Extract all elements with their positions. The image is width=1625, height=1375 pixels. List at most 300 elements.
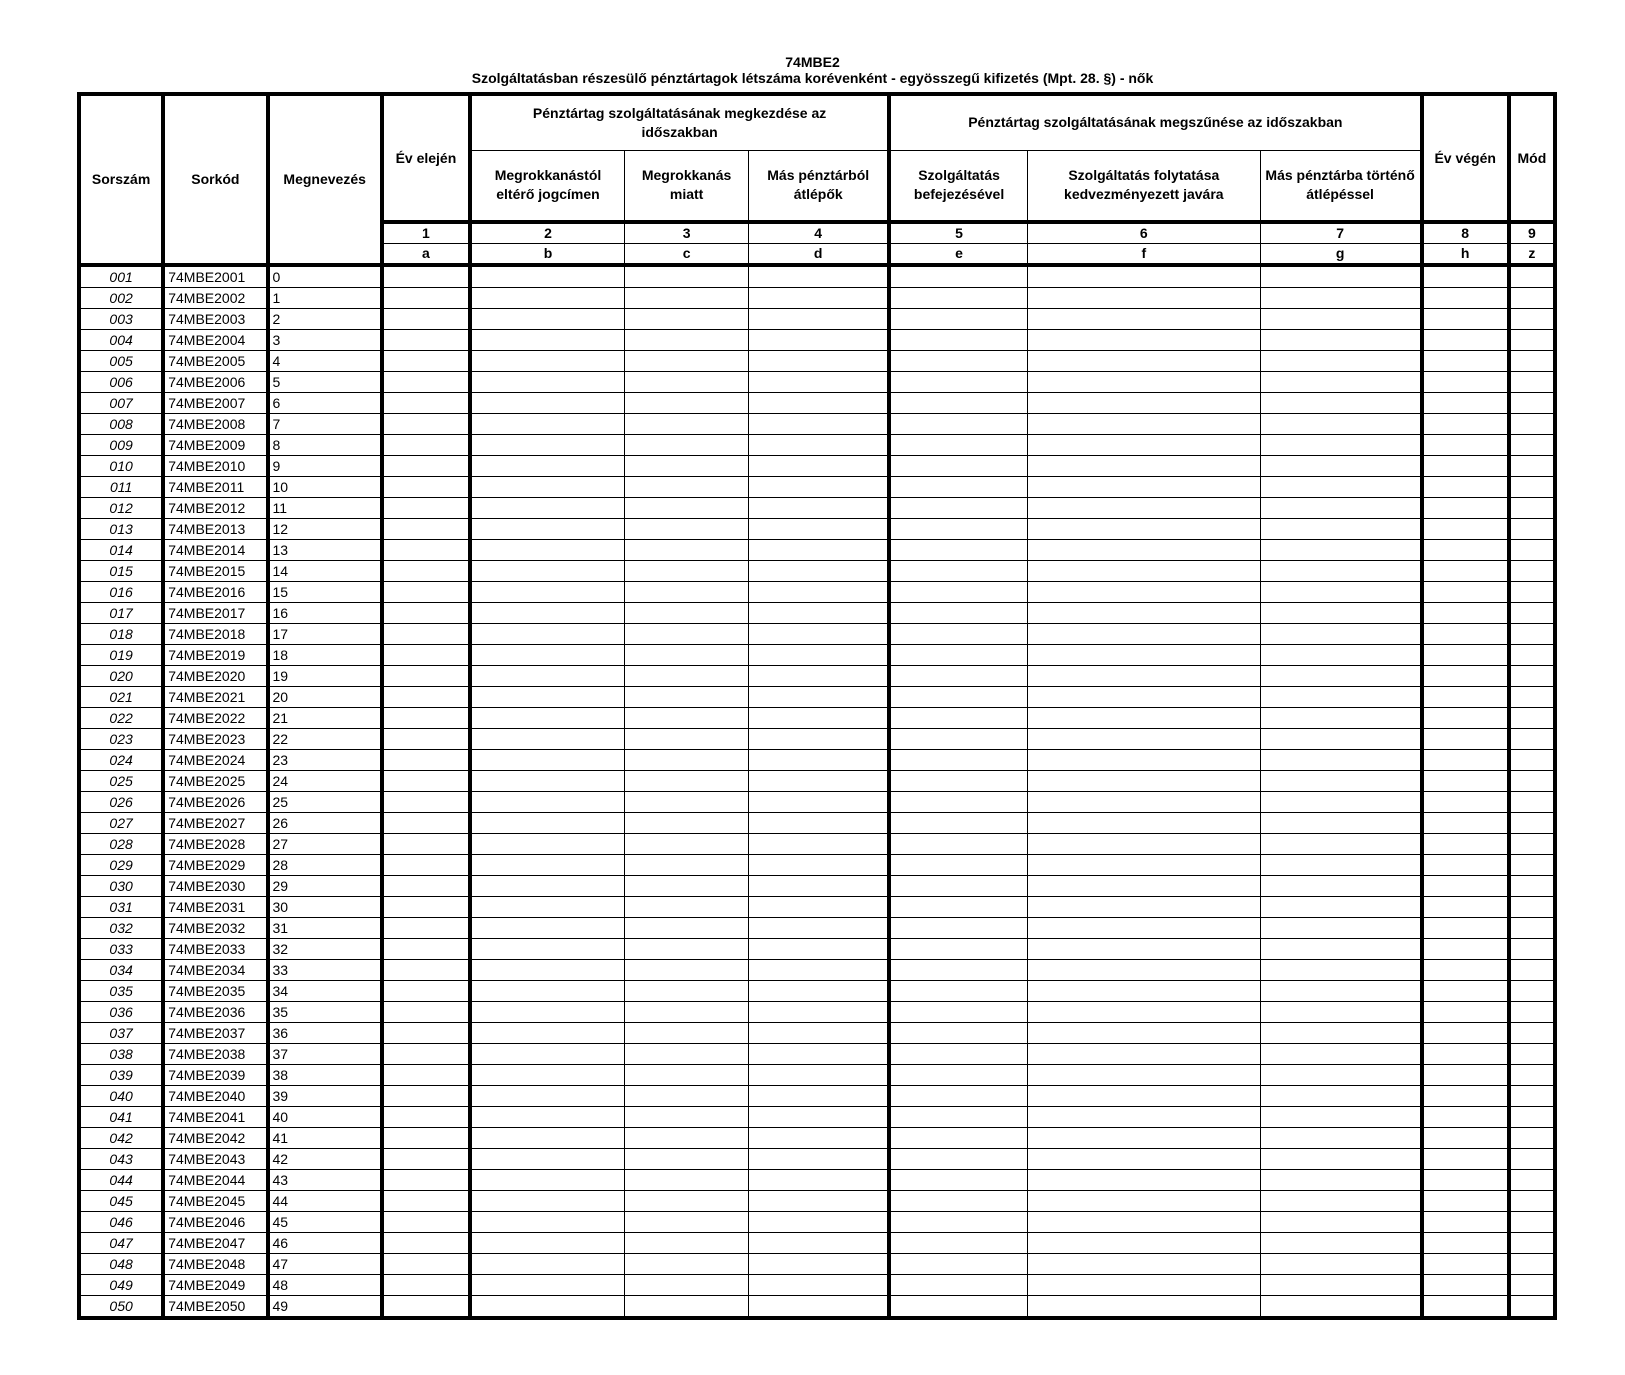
megrokkanas-miatt-cell[interactable] (624, 330, 748, 351)
mas-penztarbol-cell[interactable] (749, 414, 889, 435)
megrokkanastol-cell[interactable] (470, 540, 624, 561)
szolg-befejezes-cell[interactable] (889, 1002, 1027, 1023)
szolg-befejezes-cell[interactable] (889, 1044, 1027, 1065)
szolg-befejezes-cell[interactable] (889, 351, 1027, 372)
mas-penztarba-cell[interactable] (1260, 372, 1421, 393)
szolg-befejezes-cell[interactable] (889, 771, 1027, 792)
ev-vegen-cell[interactable] (1422, 834, 1509, 855)
mas-penztarbol-cell[interactable] (749, 309, 889, 330)
ev-elejen-cell[interactable] (382, 435, 470, 456)
mas-penztarba-cell[interactable] (1260, 1233, 1421, 1254)
ev-elejen-cell[interactable] (382, 624, 470, 645)
ev-elejen-cell[interactable] (382, 960, 470, 981)
mas-penztarbol-cell[interactable] (749, 477, 889, 498)
ev-elejen-cell[interactable] (382, 918, 470, 939)
ev-vegen-cell[interactable] (1422, 729, 1509, 750)
ev-vegen-cell[interactable] (1422, 918, 1509, 939)
megrokkanastol-cell[interactable] (470, 729, 624, 750)
ev-vegen-cell[interactable] (1422, 1044, 1509, 1065)
megrokkanastol-cell[interactable] (470, 1149, 624, 1170)
mas-penztarbol-cell[interactable] (749, 792, 889, 813)
szolg-befejezes-cell[interactable] (889, 792, 1027, 813)
ev-elejen-cell[interactable] (382, 708, 470, 729)
mas-penztarba-cell[interactable] (1260, 498, 1421, 519)
mas-penztarba-cell[interactable] (1260, 330, 1421, 351)
mas-penztarbol-cell[interactable] (749, 855, 889, 876)
mas-penztarbol-cell[interactable] (749, 561, 889, 582)
mas-penztarbol-cell[interactable] (749, 1212, 889, 1233)
megrokkanas-miatt-cell[interactable] (624, 729, 748, 750)
ev-vegen-cell[interactable] (1422, 624, 1509, 645)
mas-penztarba-cell[interactable] (1260, 708, 1421, 729)
szolg-folytatasa-cell[interactable] (1028, 855, 1261, 876)
megrokkanas-miatt-cell[interactable] (624, 519, 748, 540)
mas-penztarba-cell[interactable] (1260, 561, 1421, 582)
szolg-folytatasa-cell[interactable] (1028, 1086, 1261, 1107)
mod-cell[interactable] (1509, 1149, 1555, 1170)
megrokkanas-miatt-cell[interactable] (624, 540, 748, 561)
mas-penztarba-cell[interactable] (1260, 729, 1421, 750)
szolg-befejezes-cell[interactable] (889, 1170, 1027, 1191)
ev-elejen-cell[interactable] (382, 771, 470, 792)
ev-vegen-cell[interactable] (1422, 498, 1509, 519)
ev-vegen-cell[interactable] (1422, 1275, 1509, 1296)
szolg-befejezes-cell[interactable] (889, 897, 1027, 918)
megrokkanas-miatt-cell[interactable] (624, 792, 748, 813)
szolg-befejezes-cell[interactable] (889, 582, 1027, 603)
megrokkanastol-cell[interactable] (470, 1107, 624, 1128)
ev-vegen-cell[interactable] (1422, 1233, 1509, 1254)
mod-cell[interactable] (1509, 813, 1555, 834)
ev-elejen-cell[interactable] (382, 265, 470, 288)
szolg-befejezes-cell[interactable] (889, 960, 1027, 981)
megrokkanas-miatt-cell[interactable] (624, 939, 748, 960)
mod-cell[interactable] (1509, 1065, 1555, 1086)
mod-cell[interactable] (1509, 1254, 1555, 1275)
mod-cell[interactable] (1509, 792, 1555, 813)
ev-elejen-cell[interactable] (382, 456, 470, 477)
ev-vegen-cell[interactable] (1422, 1086, 1509, 1107)
mas-penztarbol-cell[interactable] (749, 876, 889, 897)
szolg-befejezes-cell[interactable] (889, 603, 1027, 624)
mas-penztarbol-cell[interactable] (749, 750, 889, 771)
megrokkanas-miatt-cell[interactable] (624, 1191, 748, 1212)
mod-cell[interactable] (1509, 330, 1555, 351)
szolg-befejezes-cell[interactable] (889, 519, 1027, 540)
szolg-folytatasa-cell[interactable] (1028, 1002, 1261, 1023)
szolg-befejezes-cell[interactable] (889, 1212, 1027, 1233)
mod-cell[interactable] (1509, 498, 1555, 519)
szolg-folytatasa-cell[interactable] (1028, 918, 1261, 939)
ev-vegen-cell[interactable] (1422, 897, 1509, 918)
szolg-folytatasa-cell[interactable] (1028, 729, 1261, 750)
szolg-befejezes-cell[interactable] (889, 1149, 1027, 1170)
szolg-befejezes-cell[interactable] (889, 981, 1027, 1002)
mod-cell[interactable] (1509, 351, 1555, 372)
mas-penztarbol-cell[interactable] (749, 939, 889, 960)
mod-cell[interactable] (1509, 729, 1555, 750)
szolg-folytatasa-cell[interactable] (1028, 1128, 1261, 1149)
mod-cell[interactable] (1509, 265, 1555, 288)
ev-elejen-cell[interactable] (382, 666, 470, 687)
szolg-folytatasa-cell[interactable] (1028, 1107, 1261, 1128)
megrokkanas-miatt-cell[interactable] (624, 918, 748, 939)
ev-vegen-cell[interactable] (1422, 981, 1509, 1002)
megrokkanas-miatt-cell[interactable] (624, 666, 748, 687)
szolg-befejezes-cell[interactable] (889, 414, 1027, 435)
mas-penztarbol-cell[interactable] (749, 603, 889, 624)
mas-penztarba-cell[interactable] (1260, 792, 1421, 813)
szolg-folytatasa-cell[interactable] (1028, 939, 1261, 960)
szolg-befejezes-cell[interactable] (889, 1065, 1027, 1086)
mas-penztarbol-cell[interactable] (749, 1233, 889, 1254)
megrokkanas-miatt-cell[interactable] (624, 771, 748, 792)
ev-vegen-cell[interactable] (1422, 519, 1509, 540)
megrokkanas-miatt-cell[interactable] (624, 750, 748, 771)
ev-elejen-cell[interactable] (382, 330, 470, 351)
mod-cell[interactable] (1509, 1023, 1555, 1044)
ev-elejen-cell[interactable] (382, 1296, 470, 1319)
mod-cell[interactable] (1509, 561, 1555, 582)
ev-vegen-cell[interactable] (1422, 330, 1509, 351)
ev-vegen-cell[interactable] (1422, 771, 1509, 792)
megrokkanas-miatt-cell[interactable] (624, 561, 748, 582)
megrokkanas-miatt-cell[interactable] (624, 834, 748, 855)
mod-cell[interactable] (1509, 876, 1555, 897)
megrokkanas-miatt-cell[interactable] (624, 1275, 748, 1296)
szolg-folytatasa-cell[interactable] (1028, 876, 1261, 897)
mas-penztarbol-cell[interactable] (749, 582, 889, 603)
mas-penztarbol-cell[interactable] (749, 288, 889, 309)
ev-elejen-cell[interactable] (382, 1254, 470, 1275)
szolg-folytatasa-cell[interactable] (1028, 1170, 1261, 1191)
megrokkanastol-cell[interactable] (470, 288, 624, 309)
megrokkanastol-cell[interactable] (470, 960, 624, 981)
szolg-folytatasa-cell[interactable] (1028, 1023, 1261, 1044)
mas-penztarbol-cell[interactable] (749, 981, 889, 1002)
ev-elejen-cell[interactable] (382, 372, 470, 393)
ev-vegen-cell[interactable] (1422, 477, 1509, 498)
szolg-befejezes-cell[interactable] (889, 729, 1027, 750)
mas-penztarbol-cell[interactable] (749, 1044, 889, 1065)
megrokkanastol-cell[interactable] (470, 1128, 624, 1149)
mod-cell[interactable] (1509, 1086, 1555, 1107)
ev-elejen-cell[interactable] (382, 393, 470, 414)
szolg-befejezes-cell[interactable] (889, 1107, 1027, 1128)
mas-penztarba-cell[interactable] (1260, 981, 1421, 1002)
szolg-befejezes-cell[interactable] (889, 624, 1027, 645)
mas-penztarba-cell[interactable] (1260, 666, 1421, 687)
ev-elejen-cell[interactable] (382, 1065, 470, 1086)
szolg-befejezes-cell[interactable] (889, 918, 1027, 939)
mas-penztarba-cell[interactable] (1260, 540, 1421, 561)
szolg-befejezes-cell[interactable] (889, 813, 1027, 834)
megrokkanastol-cell[interactable] (470, 897, 624, 918)
mas-penztarbol-cell[interactable] (749, 1107, 889, 1128)
szolg-folytatasa-cell[interactable] (1028, 1149, 1261, 1170)
mas-penztarba-cell[interactable] (1260, 435, 1421, 456)
ev-elejen-cell[interactable] (382, 540, 470, 561)
mas-penztarba-cell[interactable] (1260, 771, 1421, 792)
megrokkanas-miatt-cell[interactable] (624, 855, 748, 876)
mas-penztarba-cell[interactable] (1260, 855, 1421, 876)
ev-elejen-cell[interactable] (382, 855, 470, 876)
mod-cell[interactable] (1509, 981, 1555, 1002)
megrokkanas-miatt-cell[interactable] (624, 1002, 748, 1023)
mas-penztarbol-cell[interactable] (749, 498, 889, 519)
mod-cell[interactable] (1509, 939, 1555, 960)
megrokkanas-miatt-cell[interactable] (624, 393, 748, 414)
ev-vegen-cell[interactable] (1422, 351, 1509, 372)
ev-elejen-cell[interactable] (382, 309, 470, 330)
megrokkanastol-cell[interactable] (470, 1170, 624, 1191)
megrokkanas-miatt-cell[interactable] (624, 456, 748, 477)
szolg-befejezes-cell[interactable] (889, 1233, 1027, 1254)
mas-penztarba-cell[interactable] (1260, 834, 1421, 855)
ev-vegen-cell[interactable] (1422, 265, 1509, 288)
szolg-befejezes-cell[interactable] (889, 1086, 1027, 1107)
mas-penztarbol-cell[interactable] (749, 813, 889, 834)
megrokkanastol-cell[interactable] (470, 582, 624, 603)
mas-penztarbol-cell[interactable] (749, 372, 889, 393)
mod-cell[interactable] (1509, 624, 1555, 645)
szolg-folytatasa-cell[interactable] (1028, 582, 1261, 603)
megrokkanastol-cell[interactable] (470, 393, 624, 414)
mod-cell[interactable] (1509, 372, 1555, 393)
mas-penztarbol-cell[interactable] (749, 1002, 889, 1023)
szolg-folytatasa-cell[interactable] (1028, 288, 1261, 309)
megrokkanas-miatt-cell[interactable] (624, 372, 748, 393)
megrokkanas-miatt-cell[interactable] (624, 351, 748, 372)
megrokkanas-miatt-cell[interactable] (624, 1212, 748, 1233)
ev-vegen-cell[interactable] (1422, 1149, 1509, 1170)
megrokkanastol-cell[interactable] (470, 456, 624, 477)
ev-elejen-cell[interactable] (382, 1275, 470, 1296)
mas-penztarba-cell[interactable] (1260, 1107, 1421, 1128)
mod-cell[interactable] (1509, 582, 1555, 603)
mas-penztarbol-cell[interactable] (749, 666, 889, 687)
ev-elejen-cell[interactable] (382, 1044, 470, 1065)
megrokkanastol-cell[interactable] (470, 624, 624, 645)
megrokkanas-miatt-cell[interactable] (624, 624, 748, 645)
mas-penztarbol-cell[interactable] (749, 1170, 889, 1191)
szolg-folytatasa-cell[interactable] (1028, 372, 1261, 393)
mod-cell[interactable] (1509, 687, 1555, 708)
mas-penztarbol-cell[interactable] (749, 330, 889, 351)
ev-vegen-cell[interactable] (1422, 414, 1509, 435)
mod-cell[interactable] (1509, 1044, 1555, 1065)
szolg-befejezes-cell[interactable] (889, 372, 1027, 393)
mod-cell[interactable] (1509, 834, 1555, 855)
mod-cell[interactable] (1509, 1002, 1555, 1023)
mas-penztarba-cell[interactable] (1260, 603, 1421, 624)
megrokkanas-miatt-cell[interactable] (624, 1065, 748, 1086)
ev-vegen-cell[interactable] (1422, 666, 1509, 687)
ev-vegen-cell[interactable] (1422, 1107, 1509, 1128)
szolg-folytatasa-cell[interactable] (1028, 540, 1261, 561)
szolg-folytatasa-cell[interactable] (1028, 1275, 1261, 1296)
megrokkanastol-cell[interactable] (470, 372, 624, 393)
szolg-befejezes-cell[interactable] (889, 687, 1027, 708)
mas-penztarba-cell[interactable] (1260, 960, 1421, 981)
szolg-folytatasa-cell[interactable] (1028, 351, 1261, 372)
mas-penztarba-cell[interactable] (1260, 939, 1421, 960)
ev-vegen-cell[interactable] (1422, 561, 1509, 582)
mas-penztarbol-cell[interactable] (749, 708, 889, 729)
szolg-befejezes-cell[interactable] (889, 666, 1027, 687)
ev-elejen-cell[interactable] (382, 1128, 470, 1149)
szolg-befejezes-cell[interactable] (889, 393, 1027, 414)
megrokkanastol-cell[interactable] (470, 309, 624, 330)
mod-cell[interactable] (1509, 603, 1555, 624)
ev-elejen-cell[interactable] (382, 834, 470, 855)
mas-penztarba-cell[interactable] (1260, 265, 1421, 288)
mas-penztarba-cell[interactable] (1260, 1128, 1421, 1149)
szolg-befejezes-cell[interactable] (889, 750, 1027, 771)
szolg-folytatasa-cell[interactable] (1028, 561, 1261, 582)
ev-elejen-cell[interactable] (382, 645, 470, 666)
megrokkanas-miatt-cell[interactable] (624, 813, 748, 834)
mas-penztarbol-cell[interactable] (749, 624, 889, 645)
mas-penztarba-cell[interactable] (1260, 687, 1421, 708)
megrokkanastol-cell[interactable] (470, 1254, 624, 1275)
mas-penztarbol-cell[interactable] (749, 729, 889, 750)
ev-vegen-cell[interactable] (1422, 855, 1509, 876)
megrokkanastol-cell[interactable] (470, 687, 624, 708)
ev-elejen-cell[interactable] (382, 813, 470, 834)
szolg-folytatasa-cell[interactable] (1028, 1191, 1261, 1212)
szolg-befejezes-cell[interactable] (889, 939, 1027, 960)
megrokkanastol-cell[interactable] (470, 708, 624, 729)
ev-vegen-cell[interactable] (1422, 813, 1509, 834)
ev-elejen-cell[interactable] (382, 1191, 470, 1212)
mas-penztarbol-cell[interactable] (749, 687, 889, 708)
ev-vegen-cell[interactable] (1422, 876, 1509, 897)
ev-vegen-cell[interactable] (1422, 435, 1509, 456)
mod-cell[interactable] (1509, 855, 1555, 876)
mas-penztarba-cell[interactable] (1260, 1086, 1421, 1107)
mas-penztarba-cell[interactable] (1260, 918, 1421, 939)
ev-vegen-cell[interactable] (1422, 960, 1509, 981)
szolg-befejezes-cell[interactable] (889, 1254, 1027, 1275)
ev-vegen-cell[interactable] (1422, 687, 1509, 708)
ev-elejen-cell[interactable] (382, 1002, 470, 1023)
szolg-folytatasa-cell[interactable] (1028, 414, 1261, 435)
szolg-folytatasa-cell[interactable] (1028, 981, 1261, 1002)
megrokkanastol-cell[interactable] (470, 1065, 624, 1086)
ev-elejen-cell[interactable] (382, 519, 470, 540)
mod-cell[interactable] (1509, 1296, 1555, 1319)
megrokkanastol-cell[interactable] (470, 771, 624, 792)
szolg-befejezes-cell[interactable] (889, 477, 1027, 498)
mas-penztarba-cell[interactable] (1260, 624, 1421, 645)
megrokkanastol-cell[interactable] (470, 1023, 624, 1044)
megrokkanastol-cell[interactable] (470, 666, 624, 687)
mas-penztarba-cell[interactable] (1260, 1275, 1421, 1296)
ev-elejen-cell[interactable] (382, 1086, 470, 1107)
megrokkanas-miatt-cell[interactable] (624, 414, 748, 435)
ev-vegen-cell[interactable] (1422, 1023, 1509, 1044)
mas-penztarba-cell[interactable] (1260, 1023, 1421, 1044)
szolg-folytatasa-cell[interactable] (1028, 435, 1261, 456)
megrokkanas-miatt-cell[interactable] (624, 435, 748, 456)
megrokkanas-miatt-cell[interactable] (624, 876, 748, 897)
ev-elejen-cell[interactable] (382, 1212, 470, 1233)
ev-vegen-cell[interactable] (1422, 1170, 1509, 1191)
mas-penztarbol-cell[interactable] (749, 645, 889, 666)
mas-penztarbol-cell[interactable] (749, 519, 889, 540)
megrokkanastol-cell[interactable] (470, 498, 624, 519)
megrokkanastol-cell[interactable] (470, 561, 624, 582)
szolg-folytatasa-cell[interactable] (1028, 498, 1261, 519)
mod-cell[interactable] (1509, 771, 1555, 792)
ev-elejen-cell[interactable] (382, 1023, 470, 1044)
szolg-folytatasa-cell[interactable] (1028, 645, 1261, 666)
megrokkanastol-cell[interactable] (470, 834, 624, 855)
ev-vegen-cell[interactable] (1422, 393, 1509, 414)
szolg-folytatasa-cell[interactable] (1028, 519, 1261, 540)
ev-vegen-cell[interactable] (1422, 939, 1509, 960)
szolg-befejezes-cell[interactable] (889, 1191, 1027, 1212)
megrokkanastol-cell[interactable] (470, 1296, 624, 1319)
mas-penztarbol-cell[interactable] (749, 834, 889, 855)
szolg-folytatasa-cell[interactable] (1028, 1296, 1261, 1319)
szolg-folytatasa-cell[interactable] (1028, 771, 1261, 792)
ev-elejen-cell[interactable] (382, 876, 470, 897)
mod-cell[interactable] (1509, 1170, 1555, 1191)
mod-cell[interactable] (1509, 456, 1555, 477)
ev-elejen-cell[interactable] (382, 288, 470, 309)
megrokkanastol-cell[interactable] (470, 1002, 624, 1023)
szolg-folytatasa-cell[interactable] (1028, 792, 1261, 813)
ev-vegen-cell[interactable] (1422, 1128, 1509, 1149)
megrokkanastol-cell[interactable] (470, 750, 624, 771)
mas-penztarba-cell[interactable] (1260, 477, 1421, 498)
ev-vegen-cell[interactable] (1422, 1191, 1509, 1212)
szolg-befejezes-cell[interactable] (889, 561, 1027, 582)
ev-elejen-cell[interactable] (382, 1149, 470, 1170)
ev-elejen-cell[interactable] (382, 981, 470, 1002)
megrokkanas-miatt-cell[interactable] (624, 288, 748, 309)
megrokkanastol-cell[interactable] (470, 603, 624, 624)
megrokkanas-miatt-cell[interactable] (624, 645, 748, 666)
megrokkanas-miatt-cell[interactable] (624, 1023, 748, 1044)
mas-penztarba-cell[interactable] (1260, 897, 1421, 918)
mod-cell[interactable] (1509, 666, 1555, 687)
szolg-folytatasa-cell[interactable] (1028, 834, 1261, 855)
mas-penztarba-cell[interactable] (1260, 1254, 1421, 1275)
megrokkanas-miatt-cell[interactable] (624, 981, 748, 1002)
ev-vegen-cell[interactable] (1422, 1212, 1509, 1233)
megrokkanastol-cell[interactable] (470, 265, 624, 288)
mod-cell[interactable] (1509, 1107, 1555, 1128)
mas-penztarba-cell[interactable] (1260, 1002, 1421, 1023)
szolg-befejezes-cell[interactable] (889, 1275, 1027, 1296)
szolg-folytatasa-cell[interactable] (1028, 708, 1261, 729)
szolg-folytatasa-cell[interactable] (1028, 1065, 1261, 1086)
ev-elejen-cell[interactable] (382, 351, 470, 372)
mas-penztarbol-cell[interactable] (749, 1149, 889, 1170)
mod-cell[interactable] (1509, 435, 1555, 456)
szolg-folytatasa-cell[interactable] (1028, 1044, 1261, 1065)
szolg-folytatasa-cell[interactable] (1028, 393, 1261, 414)
mod-cell[interactable] (1509, 960, 1555, 981)
szolg-folytatasa-cell[interactable] (1028, 624, 1261, 645)
szolg-folytatasa-cell[interactable] (1028, 666, 1261, 687)
ev-elejen-cell[interactable] (382, 1170, 470, 1191)
szolg-folytatasa-cell[interactable] (1028, 330, 1261, 351)
mod-cell[interactable] (1509, 540, 1555, 561)
